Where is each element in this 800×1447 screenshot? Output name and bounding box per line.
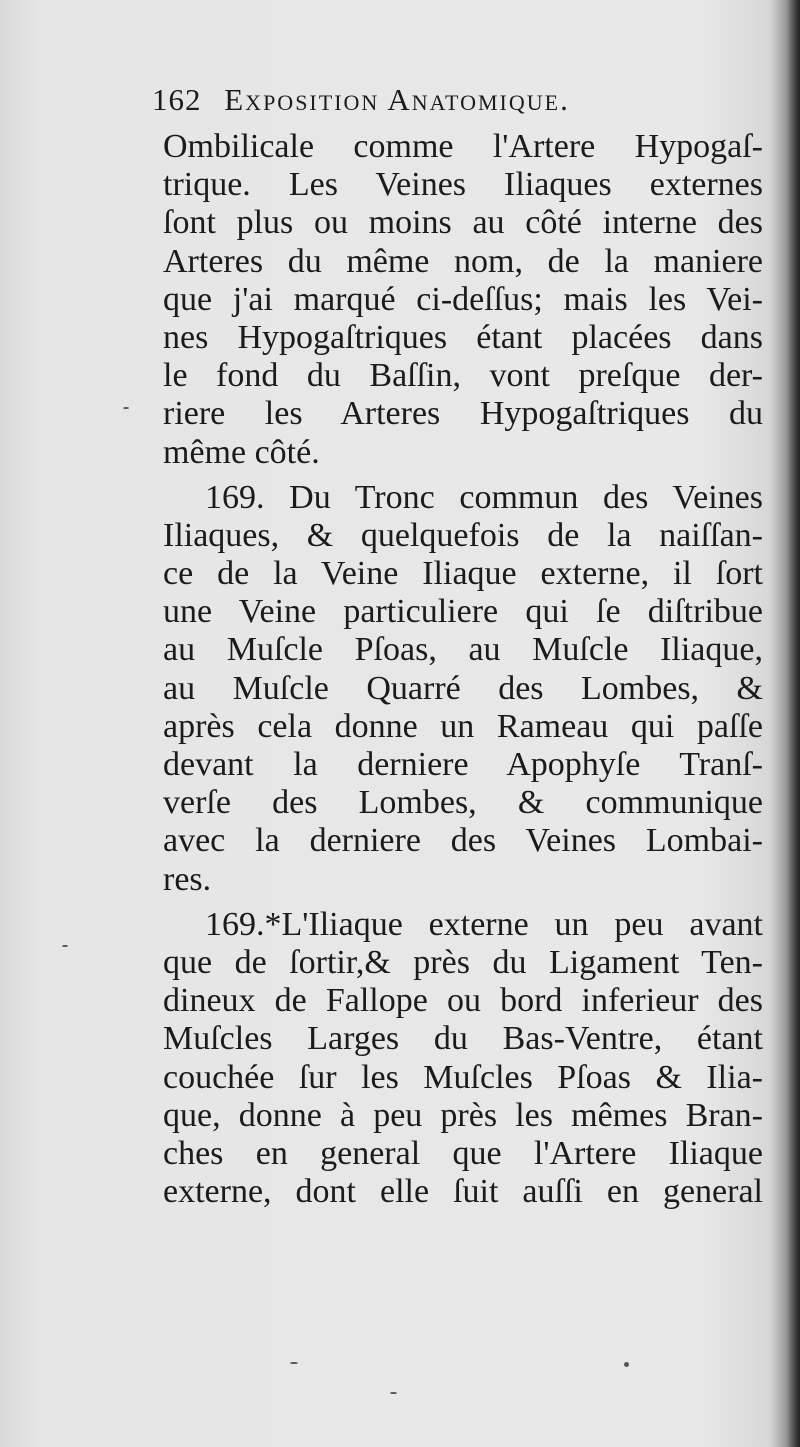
text-line: que j'ai marqué ci-deſſus; mais les Vei- bbox=[163, 280, 763, 318]
text-line: devant la derniere Apophyſe Tranſ- bbox=[163, 746, 763, 783]
paragraph-169-star bbox=[163, 906, 763, 1212]
paper-speck bbox=[62, 945, 68, 947]
text-line: ce de la Veine Iliaque externe, il ſort bbox=[163, 555, 763, 593]
text-line: que de ſortir,& près du Ligament Ten- bbox=[163, 943, 763, 981]
page-edge-shadow bbox=[786, 0, 800, 1447]
page-number: 162 bbox=[152, 82, 202, 117]
text-line: Muſcles Larges du Bas-Ventre, étant bbox=[163, 1020, 763, 1058]
paragraph-gap bbox=[163, 899, 763, 906]
text-line: avec la derniere des Veines Lombai- bbox=[163, 822, 763, 860]
text-line: nes Hypogaſtriques étant placées dans bbox=[163, 318, 763, 356]
text-line: après cela donne un Rameau qui paſſe bbox=[163, 707, 763, 745]
paragraph-1 bbox=[163, 128, 763, 472]
text-line: 169.*L'Iliaque externe un peu avant bbox=[205, 905, 763, 943]
paper-speck bbox=[624, 1362, 629, 1367]
text-line: res. bbox=[163, 860, 212, 898]
text-line: riere les Arteres Hypogaſtriques du bbox=[163, 395, 763, 433]
text-line: 169. Du Tronc commun des Veines bbox=[205, 478, 763, 516]
paragraph-gap bbox=[163, 472, 763, 479]
text-line: couchée ſur les Muſcles Pſoas & Ilia- bbox=[163, 1058, 763, 1096]
text-line: même côté. bbox=[163, 433, 320, 471]
text-line: Arteres du même nom, de la maniere bbox=[163, 242, 763, 280]
text-line: trique. Les Veines Iliaques externes bbox=[163, 166, 763, 204]
paragraph-169 bbox=[163, 479, 763, 899]
text-line: une Veine particuliere qui ſe diſtribue bbox=[163, 593, 763, 631]
text-line: externe, dont elle ſuit auſſi en general bbox=[163, 1173, 763, 1211]
text-line: verſe des Lombes, & communique bbox=[163, 784, 763, 822]
paper-speck bbox=[390, 1392, 397, 1394]
running-header bbox=[152, 82, 772, 126]
paper-speck bbox=[290, 1362, 298, 1364]
text-line: Ombilicale comme l'Artere Hypogaſ- bbox=[163, 128, 763, 165]
text-line: Iliaques, & quelquefois de la naiſſan- bbox=[163, 516, 763, 554]
text-line: dineux de Fallope ou bord inferieur des bbox=[163, 982, 763, 1020]
text-line: que, donne à peu près les mêmes Bran- bbox=[163, 1096, 763, 1134]
text-line: ches en general que l'Artere Iliaque bbox=[163, 1134, 763, 1172]
text-line: au Muſcle Quarré des Lombes, & bbox=[163, 669, 763, 707]
paper-speck bbox=[123, 407, 129, 409]
body-text bbox=[163, 128, 763, 1211]
running-title: Exposition Anatomique. bbox=[224, 82, 570, 117]
text-line: ſont plus ou moins au côté interne des bbox=[163, 204, 763, 242]
text-line: au Muſcle Pſoas, au Muſcle Iliaque, bbox=[163, 631, 763, 669]
text-line: le fond du Baſſin, vont preſque der- bbox=[163, 357, 763, 395]
